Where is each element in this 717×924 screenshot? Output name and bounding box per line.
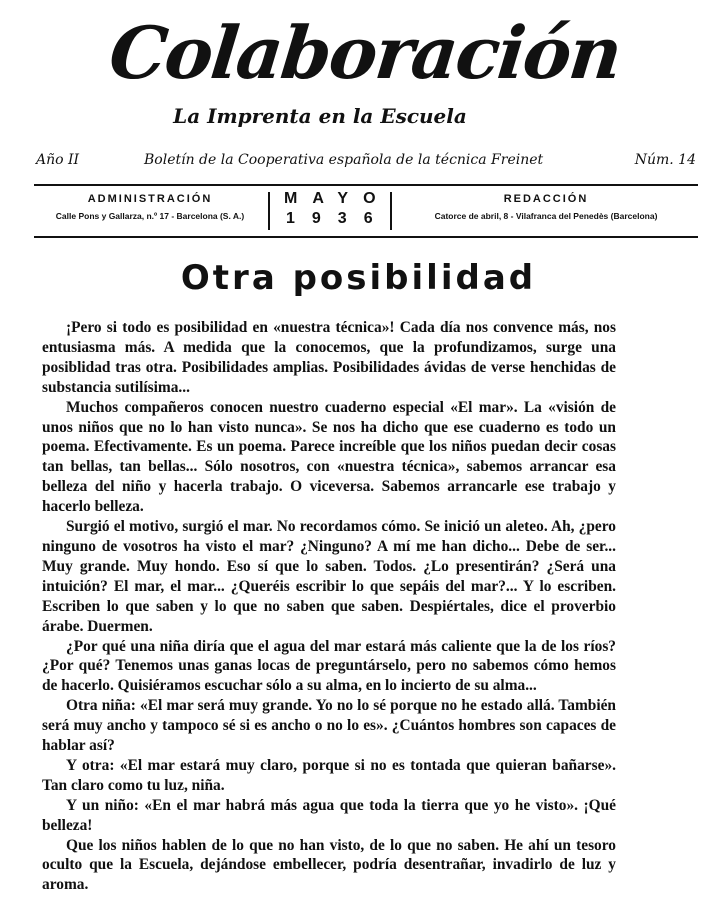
top-rule (34, 184, 698, 186)
article-title: Otra posibilidad (180, 258, 537, 298)
issue-number: Núm. 14 (634, 152, 696, 168)
administration-block (34, 190, 266, 234)
article-paragraph: Otra niña: «El mar será muy grande. Yo no lo sé porque no he estado allá. También será muy ancho y tampoco sé si es ancho o no lo es». ¿Cuántos hombres son capaces de hablar así? (42, 697, 616, 755)
issue-year: 1936 (286, 210, 390, 227)
article-paragraph: ¿Por qué una niña diría que el agua del mar estará más caliente que la de los ríos? ¿Por qué? Tenemos unas ganas locas de preguntárselo, pero no sabemos cómo hemos de hacerlo. Quisiéramos escuchar sólo a su alma, en lo incierto de su alma... (42, 637, 616, 695)
article-paragraph: Muchos compañeros conocen nuestro cuaderno especial «El mar». La «visión de unos niños que no lo han visto nunca». Se nos ha dicho que ese cuaderno es todo un poema. Efectivamente. Es un poema. Parece increíble que los niños puedan decir cosas tan bellas, tan bellas... Sólo nosotros, con «nuestra técnica», sabemos arrancar esa belleza del niño y hacerla trabajo. O viceversa. Sabemos arrancarle ese trabajo y hacerlo belleza. (42, 398, 616, 516)
administration-heading: ADMINISTRACIÓN (87, 193, 213, 205)
article-paragraph: Y un niño: «En el mar habrá más agua que toda la tierra que yo he visto». ¡Qué belleza! (42, 796, 616, 834)
bulletin-label: Boletín de la Cooperativa española de la técnica Freinet (144, 152, 544, 168)
redaccion-address: Catorce de abril, 8 - Vilafranca del Penedès (Barcelona) (434, 211, 658, 221)
masthead-title: Colaboración (105, 10, 625, 95)
issue-month: MAYO (284, 190, 391, 207)
article-body (42, 318, 616, 895)
masthead-subtitle: La Imprenta en la Escuela (173, 104, 467, 128)
article-paragraph: Y otra: «El mar estará muy claro, porque si no es tontada que quieran bañarse». Tan claro como tu luz, niña. (42, 756, 616, 794)
administration-address: Calle Pons y Gallarza, n.º 17 - Barcelona (S. A.) (55, 211, 245, 221)
info-divider (268, 192, 270, 230)
masthead-meta-line (36, 152, 696, 174)
bottom-rule (34, 236, 698, 238)
year-label: Año II (36, 152, 80, 168)
info-bar (34, 190, 698, 234)
article-paragraph: Que los niños hablen de lo que no han visto, de lo que no saben. He ahí un tesoro oculto que la Escuela, dejándose embellecer, podría desentrañar, invadirlo de luz y aroma. (42, 836, 616, 894)
info-divider (390, 192, 392, 230)
article-paragraph: ¡Pero si todo es posibilidad en «nuestra técnica»! Cada día nos convence más, nos entusiasma más. A medida que la conocemos, que la profundizamos, surge una posiblidad tras otra. Posibilidades amplias. Posibilidades ávidas de verse henchidas de substancia sutilísima... (42, 319, 616, 396)
article-paragraph: Surgió el motivo, surgió el mar. No recordamos cómo. Se inició un aleteo. Ah, ¿pero ninguno de vosotros ha visto el mar? ¿Ninguno? A mí me han dicho... Debe de ser... Muy grande. Muy hondo. Eso sí que lo saben. Todos. ¿Lo presentirán? ¿Será una intuición? El mar, el mar... ¿Queréis escribir lo que sepáis del mar?... Y lo escriben. Escriben lo que saben y lo que no saben que saben. Despiértales, dice el proverbio árabe. Duermen. (42, 518, 616, 635)
redaccion-heading: REDACCIÓN (503, 193, 589, 205)
redaccion-block (394, 190, 698, 234)
date-block (272, 190, 391, 234)
